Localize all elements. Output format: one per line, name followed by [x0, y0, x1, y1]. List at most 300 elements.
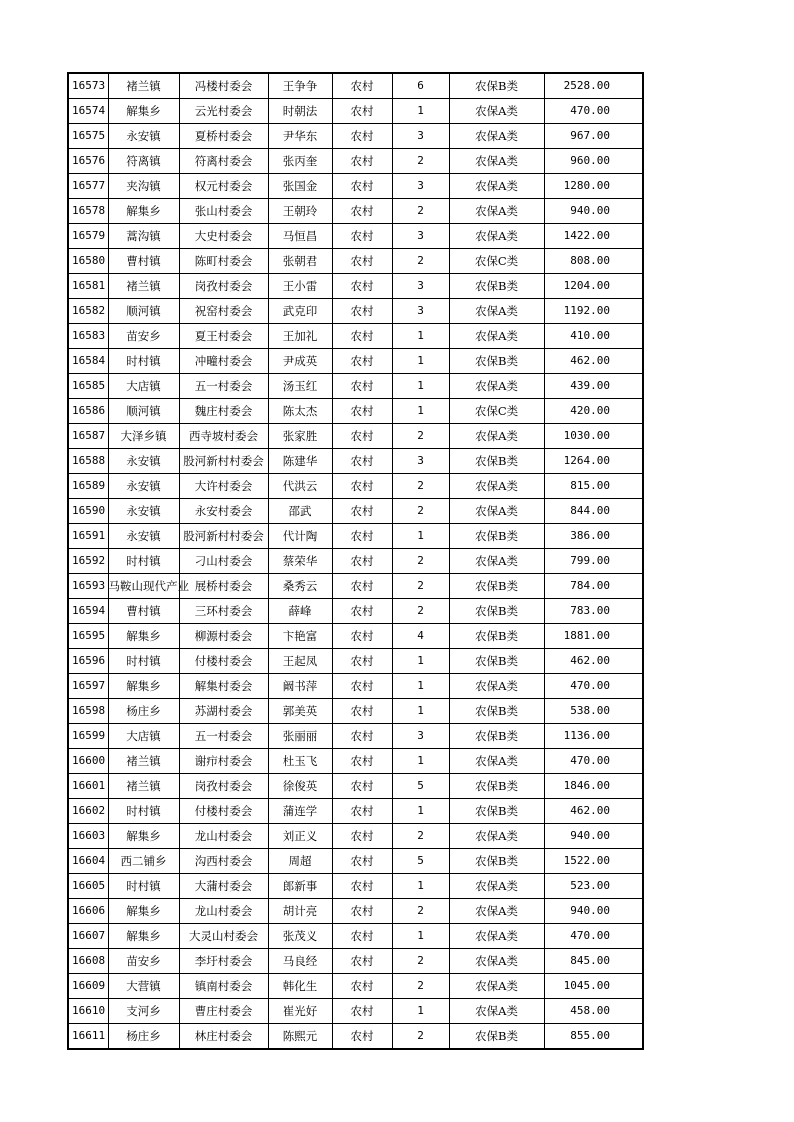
record-id-cell: 16604 — [68, 849, 108, 874]
record-id-cell: 16581 — [68, 274, 108, 299]
insurance-category-cell: 农保A类 — [449, 499, 544, 524]
record-id-cell: 16579 — [68, 224, 108, 249]
record-id-cell: 16609 — [68, 974, 108, 999]
amount-cell: 462.00 — [544, 799, 643, 824]
household-count-cell: 5 — [392, 774, 449, 799]
insurance-category-cell: 农保B类 — [449, 574, 544, 599]
table-row — [68, 899, 643, 924]
table-row — [68, 649, 643, 674]
household-count-cell: 1 — [392, 924, 449, 949]
person-name-cell: 张丙奎 — [268, 149, 332, 174]
insurance-category-cell: 农保B类 — [449, 349, 544, 374]
person-name-cell: 陈熙元 — [268, 1024, 332, 1050]
household-count-cell: 2 — [392, 824, 449, 849]
person-name-cell: 陈太杰 — [268, 399, 332, 424]
town-cell: 大店镇 — [108, 374, 179, 399]
amount-cell: 410.00 — [544, 324, 643, 349]
town-cell: 苗安乡 — [108, 949, 179, 974]
table-row — [68, 549, 643, 574]
area-type-cell: 农村 — [332, 399, 392, 424]
person-name-cell: 时朝法 — [268, 99, 332, 124]
village-committee-cell: 大史村委会 — [179, 224, 268, 249]
household-count-cell: 1 — [392, 524, 449, 549]
person-name-cell: 马恒昌 — [268, 224, 332, 249]
village-committee-cell: 展桥村委会 — [179, 574, 268, 599]
amount-cell: 855.00 — [544, 1024, 643, 1050]
table-row — [68, 249, 643, 274]
insurance-category-cell: 农保B类 — [449, 774, 544, 799]
table-row — [68, 524, 643, 549]
record-id-cell: 16592 — [68, 549, 108, 574]
person-name-cell: 徐俊英 — [268, 774, 332, 799]
amount-cell: 470.00 — [544, 674, 643, 699]
amount-cell: 808.00 — [544, 249, 643, 274]
amount-cell: 462.00 — [544, 349, 643, 374]
record-id-cell: 16583 — [68, 324, 108, 349]
household-count-cell: 2 — [392, 974, 449, 999]
person-name-cell: 张丽丽 — [268, 724, 332, 749]
town-cell: 褚兰镇 — [108, 73, 179, 99]
household-count-cell: 1 — [392, 324, 449, 349]
person-name-cell: 王加礼 — [268, 324, 332, 349]
table-row — [68, 174, 643, 199]
town-cell: 解集乡 — [108, 924, 179, 949]
insurance-category-cell: 农保A类 — [449, 549, 544, 574]
village-committee-cell: 股河新村村委会 — [179, 449, 268, 474]
table-row — [68, 399, 643, 424]
table-row — [68, 499, 643, 524]
town-cell: 时村镇 — [108, 799, 179, 824]
amount-cell: 1846.00 — [544, 774, 643, 799]
area-type-cell: 农村 — [332, 549, 392, 574]
household-count-cell: 4 — [392, 624, 449, 649]
insurance-category-cell: 农保A类 — [449, 974, 544, 999]
household-count-cell: 2 — [392, 199, 449, 224]
amount-cell: 458.00 — [544, 999, 643, 1024]
amount-cell: 940.00 — [544, 824, 643, 849]
town-cell: 顺河镇 — [108, 399, 179, 424]
table-row — [68, 924, 643, 949]
insurance-category-cell: 农保B类 — [449, 1024, 544, 1050]
area-type-cell: 农村 — [332, 73, 392, 99]
town-cell: 时村镇 — [108, 649, 179, 674]
person-name-cell: 阚书萍 — [268, 674, 332, 699]
village-committee-cell: 权元村委会 — [179, 174, 268, 199]
town-cell: 解集乡 — [108, 824, 179, 849]
table-row — [68, 274, 643, 299]
record-id-cell: 16597 — [68, 674, 108, 699]
village-committee-cell: 夏王村委会 — [179, 324, 268, 349]
table-row — [68, 799, 643, 824]
amount-cell: 1030.00 — [544, 424, 643, 449]
person-name-cell: 马良经 — [268, 949, 332, 974]
town-cell: 大营镇 — [108, 974, 179, 999]
town-cell: 时村镇 — [108, 549, 179, 574]
person-name-cell: 张家胜 — [268, 424, 332, 449]
area-type-cell: 农村 — [332, 899, 392, 924]
amount-cell: 844.00 — [544, 499, 643, 524]
table-row — [68, 474, 643, 499]
insurance-category-cell: 农保A类 — [449, 324, 544, 349]
village-committee-cell: 龙山村委会 — [179, 824, 268, 849]
household-count-cell: 2 — [392, 249, 449, 274]
table-row — [68, 774, 643, 799]
town-cell: 时村镇 — [108, 349, 179, 374]
area-type-cell: 农村 — [332, 324, 392, 349]
insurance-category-cell: 农保A类 — [449, 99, 544, 124]
village-committee-cell: 股河新村村委会 — [179, 524, 268, 549]
area-type-cell: 农村 — [332, 349, 392, 374]
household-count-cell: 1 — [392, 399, 449, 424]
town-cell: 褚兰镇 — [108, 774, 179, 799]
village-committee-cell: 夏桥村委会 — [179, 124, 268, 149]
town-cell: 蒿沟镇 — [108, 224, 179, 249]
village-committee-cell: 符离村委会 — [179, 149, 268, 174]
village-committee-cell: 岗孜村委会 — [179, 274, 268, 299]
person-name-cell: 王小雷 — [268, 274, 332, 299]
area-type-cell: 农村 — [332, 624, 392, 649]
town-cell: 马鞍山现代产业 — [108, 574, 179, 599]
record-id-cell: 16600 — [68, 749, 108, 774]
village-committee-cell: 陈町村委会 — [179, 249, 268, 274]
table-row — [68, 374, 643, 399]
record-id-cell: 16575 — [68, 124, 108, 149]
person-name-cell: 周超 — [268, 849, 332, 874]
amount-cell: 1881.00 — [544, 624, 643, 649]
area-type-cell: 农村 — [332, 599, 392, 624]
insurance-category-cell: 农保A类 — [449, 424, 544, 449]
insurance-category-cell: 农保B类 — [449, 649, 544, 674]
amount-cell: 439.00 — [544, 374, 643, 399]
town-cell: 褚兰镇 — [108, 274, 179, 299]
village-committee-cell: 大灵山村委会 — [179, 924, 268, 949]
village-committee-cell: 张山村委会 — [179, 199, 268, 224]
town-cell: 解集乡 — [108, 674, 179, 699]
person-name-cell: 郭美英 — [268, 699, 332, 724]
household-count-cell: 5 — [392, 849, 449, 874]
household-count-cell: 3 — [392, 299, 449, 324]
table-row — [68, 299, 643, 324]
town-cell: 永安镇 — [108, 499, 179, 524]
person-name-cell: 蔡荣华 — [268, 549, 332, 574]
village-committee-cell: 岗孜村委会 — [179, 774, 268, 799]
household-count-cell: 2 — [392, 549, 449, 574]
household-count-cell: 1 — [392, 699, 449, 724]
town-cell: 永安镇 — [108, 449, 179, 474]
town-cell: 永安镇 — [108, 524, 179, 549]
record-id-cell: 16598 — [68, 699, 108, 724]
table-row — [68, 699, 643, 724]
table-row — [68, 1024, 643, 1050]
household-count-cell: 1 — [392, 374, 449, 399]
table-row — [68, 99, 643, 124]
record-id-cell: 16608 — [68, 949, 108, 974]
town-cell: 永安镇 — [108, 124, 179, 149]
table-row — [68, 949, 643, 974]
person-name-cell: 陈建华 — [268, 449, 332, 474]
insurance-category-cell: 农保A类 — [449, 924, 544, 949]
record-id-cell: 16588 — [68, 449, 108, 474]
insurance-category-cell: 农保A类 — [449, 124, 544, 149]
village-committee-cell: 解集村委会 — [179, 674, 268, 699]
record-id-cell: 16585 — [68, 374, 108, 399]
amount-cell: 1204.00 — [544, 274, 643, 299]
household-count-cell: 1 — [392, 749, 449, 774]
amount-cell: 815.00 — [544, 474, 643, 499]
person-name-cell: 薛峰 — [268, 599, 332, 624]
table-row — [68, 149, 643, 174]
village-committee-cell: 苏湖村委会 — [179, 699, 268, 724]
household-count-cell: 3 — [392, 274, 449, 299]
household-count-cell: 1 — [392, 649, 449, 674]
amount-cell: 1045.00 — [544, 974, 643, 999]
table-row — [68, 749, 643, 774]
town-cell: 杨庄乡 — [108, 1024, 179, 1050]
person-name-cell: 胡计亮 — [268, 899, 332, 924]
record-id-cell: 16593 — [68, 574, 108, 599]
household-count-cell: 6 — [392, 73, 449, 99]
insurance-category-cell: 农保B类 — [449, 849, 544, 874]
record-id-cell: 16573 — [68, 73, 108, 99]
village-committee-cell: 龙山村委会 — [179, 899, 268, 924]
amount-cell: 462.00 — [544, 649, 643, 674]
household-count-cell: 1 — [392, 999, 449, 1024]
table-row — [68, 824, 643, 849]
household-count-cell: 2 — [392, 474, 449, 499]
person-name-cell: 代洪云 — [268, 474, 332, 499]
table-row — [68, 599, 643, 624]
area-type-cell: 农村 — [332, 724, 392, 749]
record-id-cell: 16603 — [68, 824, 108, 849]
area-type-cell: 农村 — [332, 574, 392, 599]
town-cell: 顺河镇 — [108, 299, 179, 324]
household-count-cell: 3 — [392, 174, 449, 199]
record-id-cell: 16590 — [68, 499, 108, 524]
area-type-cell: 农村 — [332, 424, 392, 449]
table-row — [68, 349, 643, 374]
area-type-cell: 农村 — [332, 874, 392, 899]
household-count-cell: 2 — [392, 574, 449, 599]
household-count-cell: 2 — [392, 149, 449, 174]
town-cell: 时村镇 — [108, 874, 179, 899]
record-id-cell: 16587 — [68, 424, 108, 449]
area-type-cell: 农村 — [332, 774, 392, 799]
table-row — [68, 224, 643, 249]
person-name-cell: 代计陶 — [268, 524, 332, 549]
person-name-cell: 王起凤 — [268, 649, 332, 674]
insurance-category-cell: 农保A类 — [449, 874, 544, 899]
area-type-cell: 农村 — [332, 149, 392, 174]
person-name-cell: 刘正义 — [268, 824, 332, 849]
person-name-cell: 杜玉飞 — [268, 749, 332, 774]
village-committee-cell: 谢疖村委会 — [179, 749, 268, 774]
village-committee-cell: 魏庄村委会 — [179, 399, 268, 424]
table-row — [68, 999, 643, 1024]
insurance-category-cell: 农保C类 — [449, 249, 544, 274]
record-id-cell: 16580 — [68, 249, 108, 274]
insurance-category-cell: 农保B类 — [449, 624, 544, 649]
area-type-cell: 农村 — [332, 199, 392, 224]
village-committee-cell: 祝窑村委会 — [179, 299, 268, 324]
insurance-category-cell: 农保B类 — [449, 274, 544, 299]
household-count-cell: 2 — [392, 1024, 449, 1050]
area-type-cell: 农村 — [332, 1024, 392, 1050]
person-name-cell: 邵武 — [268, 499, 332, 524]
household-count-cell: 3 — [392, 449, 449, 474]
record-id-cell: 16606 — [68, 899, 108, 924]
person-name-cell: 王争争 — [268, 73, 332, 99]
amount-cell: 1522.00 — [544, 849, 643, 874]
insurance-category-cell: 农保A类 — [449, 824, 544, 849]
person-name-cell: 尹成英 — [268, 349, 332, 374]
insurance-category-cell: 农保A类 — [449, 299, 544, 324]
table-row — [68, 724, 643, 749]
record-id-cell: 16607 — [68, 924, 108, 949]
village-committee-cell: 付楼村委会 — [179, 799, 268, 824]
amount-cell: 1264.00 — [544, 449, 643, 474]
record-id-cell: 16599 — [68, 724, 108, 749]
area-type-cell: 农村 — [332, 249, 392, 274]
record-id-cell: 16591 — [68, 524, 108, 549]
person-name-cell: 汤玉红 — [268, 374, 332, 399]
amount-cell: 1422.00 — [544, 224, 643, 249]
town-cell: 曹村镇 — [108, 599, 179, 624]
village-committee-cell: 云光村委会 — [179, 99, 268, 124]
area-type-cell: 农村 — [332, 449, 392, 474]
household-count-cell: 1 — [392, 674, 449, 699]
area-type-cell: 农村 — [332, 224, 392, 249]
record-id-cell: 16601 — [68, 774, 108, 799]
amount-cell: 967.00 — [544, 124, 643, 149]
household-count-cell: 3 — [392, 224, 449, 249]
village-committee-cell: 三环村委会 — [179, 599, 268, 624]
area-type-cell: 农村 — [332, 474, 392, 499]
area-type-cell: 农村 — [332, 699, 392, 724]
area-type-cell: 农村 — [332, 299, 392, 324]
table-row — [68, 849, 643, 874]
person-name-cell: 武克印 — [268, 299, 332, 324]
area-type-cell: 农村 — [332, 949, 392, 974]
records-table — [67, 72, 644, 1050]
insurance-category-cell: 农保A类 — [449, 899, 544, 924]
area-type-cell: 农村 — [332, 799, 392, 824]
village-committee-cell: 大许村委会 — [179, 474, 268, 499]
person-name-cell: 王朝玲 — [268, 199, 332, 224]
record-id-cell: 16589 — [68, 474, 108, 499]
area-type-cell: 农村 — [332, 974, 392, 999]
household-count-cell: 1 — [392, 799, 449, 824]
insurance-category-cell: 农保C类 — [449, 399, 544, 424]
insurance-category-cell: 农保B类 — [449, 699, 544, 724]
town-cell: 解集乡 — [108, 899, 179, 924]
household-count-cell: 1 — [392, 349, 449, 374]
household-count-cell: 2 — [392, 424, 449, 449]
town-cell: 褚兰镇 — [108, 749, 179, 774]
amount-cell: 523.00 — [544, 874, 643, 899]
insurance-category-cell: 农保B类 — [449, 724, 544, 749]
amount-cell: 1192.00 — [544, 299, 643, 324]
record-id-cell: 16594 — [68, 599, 108, 624]
amount-cell: 784.00 — [544, 574, 643, 599]
amount-cell: 538.00 — [544, 699, 643, 724]
record-id-cell: 16578 — [68, 199, 108, 224]
record-id-cell: 16574 — [68, 99, 108, 124]
insurance-category-cell: 农保A类 — [449, 374, 544, 399]
town-cell: 曹村镇 — [108, 249, 179, 274]
table-row — [68, 199, 643, 224]
insurance-category-cell: 农保A类 — [449, 999, 544, 1024]
village-committee-cell: 五一村委会 — [179, 724, 268, 749]
village-committee-cell: 冲疃村委会 — [179, 349, 268, 374]
village-committee-cell: 冯楼村委会 — [179, 73, 268, 99]
table-row — [68, 424, 643, 449]
insurance-category-cell: 农保B类 — [449, 449, 544, 474]
person-name-cell: 卞艳富 — [268, 624, 332, 649]
village-committee-cell: 镇南村委会 — [179, 974, 268, 999]
insurance-category-cell: 农保A类 — [449, 174, 544, 199]
town-cell: 符离镇 — [108, 149, 179, 174]
insurance-category-cell: 农保A类 — [449, 149, 544, 174]
household-count-cell: 2 — [392, 499, 449, 524]
amount-cell: 470.00 — [544, 924, 643, 949]
area-type-cell: 农村 — [332, 649, 392, 674]
record-id-cell: 16602 — [68, 799, 108, 824]
area-type-cell: 农村 — [332, 824, 392, 849]
household-count-cell: 3 — [392, 124, 449, 149]
insurance-category-cell: 农保B类 — [449, 73, 544, 99]
table-row — [68, 874, 643, 899]
household-count-cell: 2 — [392, 599, 449, 624]
record-id-cell: 16586 — [68, 399, 108, 424]
amount-cell: 845.00 — [544, 949, 643, 974]
record-id-cell: 16605 — [68, 874, 108, 899]
area-type-cell: 农村 — [332, 749, 392, 774]
record-id-cell: 16596 — [68, 649, 108, 674]
record-id-cell: 16611 — [68, 1024, 108, 1050]
village-committee-cell: 曹庄村委会 — [179, 999, 268, 1024]
insurance-category-cell: 农保A类 — [449, 224, 544, 249]
records-table-body — [68, 73, 643, 1049]
town-cell: 夹沟镇 — [108, 174, 179, 199]
person-name-cell: 蒲连学 — [268, 799, 332, 824]
town-cell: 支河乡 — [108, 999, 179, 1024]
town-cell: 解集乡 — [108, 99, 179, 124]
record-id-cell: 16582 — [68, 299, 108, 324]
amount-cell: 1136.00 — [544, 724, 643, 749]
person-name-cell: 张国金 — [268, 174, 332, 199]
area-type-cell: 农村 — [332, 124, 392, 149]
record-id-cell: 16595 — [68, 624, 108, 649]
town-cell: 杨庄乡 — [108, 699, 179, 724]
household-count-cell: 2 — [392, 949, 449, 974]
record-id-cell: 16584 — [68, 349, 108, 374]
person-name-cell: 郎新事 — [268, 874, 332, 899]
person-name-cell: 张朝君 — [268, 249, 332, 274]
insurance-category-cell: 农保B类 — [449, 599, 544, 624]
area-type-cell: 农村 — [332, 499, 392, 524]
amount-cell: 799.00 — [544, 549, 643, 574]
area-type-cell: 农村 — [332, 374, 392, 399]
insurance-category-cell: 农保A类 — [449, 199, 544, 224]
area-type-cell: 农村 — [332, 274, 392, 299]
amount-cell: 470.00 — [544, 749, 643, 774]
person-name-cell: 韩化生 — [268, 974, 332, 999]
town-cell: 永安镇 — [108, 474, 179, 499]
amount-cell: 783.00 — [544, 599, 643, 624]
household-count-cell: 3 — [392, 724, 449, 749]
area-type-cell: 农村 — [332, 99, 392, 124]
town-cell: 苗安乡 — [108, 324, 179, 349]
